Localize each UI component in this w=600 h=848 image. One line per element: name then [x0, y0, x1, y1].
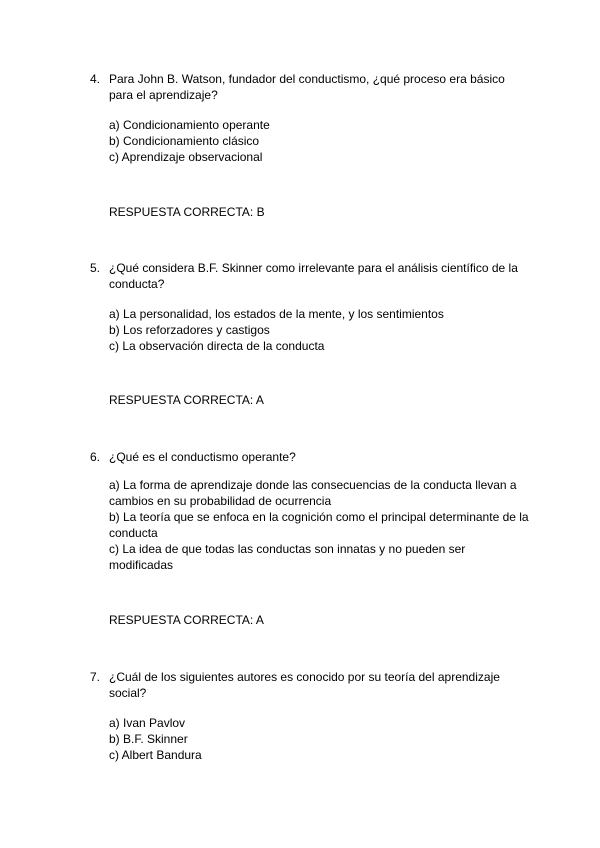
question-number: 6. [90, 450, 101, 464]
correct-answer: RESPUESTA CORRECTA: A [109, 393, 264, 407]
question-text: ¿Qué considera B.F. Skinner como irrelevante para el análisis científico de la conducta? [109, 261, 518, 291]
question-7 [90, 669, 530, 763]
question-4 [90, 71, 530, 219]
options-list [109, 477, 530, 573]
correct-answer: RESPUESTA CORRECTA: B [109, 205, 265, 219]
option-a: a) La forma de aprendizaje donde las consecuencias de la conducta llevan a cambios en su probabilidad de ocurrencia [109, 478, 517, 508]
correct-answer: RESPUESTA CORRECTA: A [109, 613, 264, 627]
option-a: a) La personalidad, los estados de la mente, y los sentimientos [109, 307, 444, 321]
question-number: 4. [90, 72, 101, 86]
options-list [109, 306, 530, 354]
question-text: ¿Qué es el conductismo operante? [109, 450, 296, 464]
option-c: c) Albert Bandura [109, 748, 202, 762]
option-c: c) Aprendizaje observacional [109, 150, 263, 164]
question-number: 5. [90, 261, 101, 275]
option-b: b) Los reforzadores y castigos [109, 323, 270, 337]
option-c: c) La idea de que todas las conductas son innatas y no pueden ser modificadas [109, 542, 466, 572]
option-c: c) La observación directa de la conducta [109, 339, 325, 353]
option-b: b) La teoría que se enfoca en la cognición como el principal determinante de la conducta [109, 510, 529, 540]
option-b: b) Condicionamiento clásico [109, 134, 260, 148]
options-list [109, 117, 530, 165]
question-text: ¿Cuál de los siguientes autores es conocido por su teoría del aprendizaje social? [109, 670, 500, 700]
options-list [109, 715, 530, 763]
question-6 [90, 449, 530, 627]
option-b: b) B.F. Skinner [109, 732, 188, 746]
option-a: a) Ivan Pavlov [109, 716, 186, 730]
question-text: Para John B. Watson, fundador del conductismo, ¿qué proceso era básico para el aprendizaje? [109, 72, 505, 102]
question-5 [90, 260, 530, 407]
question-number: 7. [90, 670, 101, 684]
option-a: a) Condicionamiento operante [109, 118, 270, 132]
